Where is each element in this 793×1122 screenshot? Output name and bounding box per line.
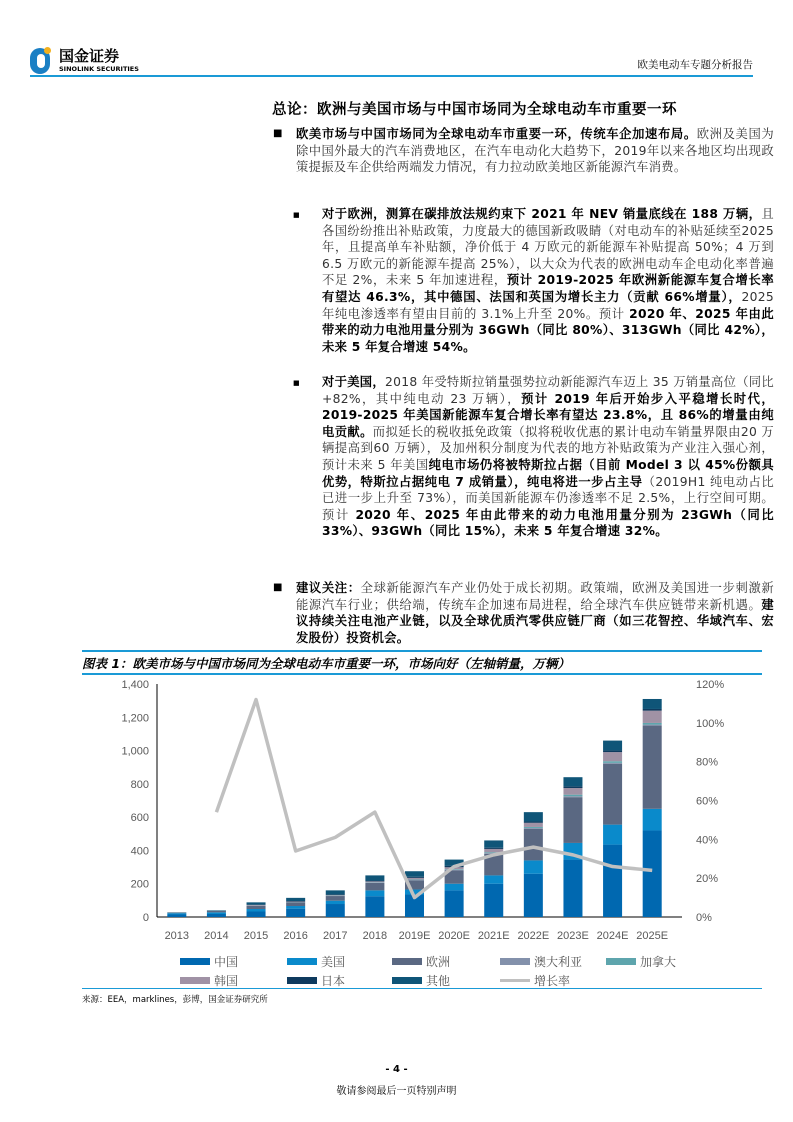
y-tick-label: 200 [130, 878, 149, 891]
bar-segment [365, 875, 384, 880]
y2-tick-label: 40% [696, 834, 719, 847]
text: （2019H1 纯电动占比已进一步上升至 73%），而美国新能源车仍渗透率不足 2.5%，上行空间可期。预计 [322, 474, 774, 522]
y2-tick-label: 100% [696, 717, 725, 730]
bar-segment [286, 902, 305, 906]
bar-segment [484, 875, 503, 883]
legend-swatch-icon [287, 977, 317, 984]
bar-segment [524, 812, 543, 821]
bullet-icon: ■ [273, 128, 283, 139]
bar-segment [326, 894, 345, 895]
x-tick-label: 2017 [323, 930, 348, 942]
legend-label: 欧洲 [426, 955, 451, 969]
text: 欧洲及美国为除中国外最大的汽车消费地区，在汽车电动化大趋势下，2019年以来各地区均出现政策提振及车企供给两端发力情况，有力拉动欧美地区新能源汽车消费。 [296, 127, 774, 175]
y-tick-label: 600 [130, 812, 149, 825]
bar-segment [207, 912, 226, 914]
legend-swatch-icon [180, 958, 210, 965]
bold-text: 欧美市场与中国市场同为全球电动车市重要一环，传统车企加速布局。 [296, 127, 697, 141]
text: 全球新能源汽车产业仍处于成长初期。政策端，欧洲及美国进一步刺激新能源汽车行业；供给端，传统车企加速布局进程，给全球汽车供应链带来新机遇。 [296, 581, 774, 612]
x-tick-label: 2020E [438, 930, 471, 942]
legend-label: 韩国 [214, 974, 239, 988]
bar-segment [603, 763, 622, 764]
bullet-icon: ■ [273, 582, 283, 593]
bold-text: 预计 2019-2025 年欧洲新能源车复合增长率有望达 46.3%，其中德国、法国和英国为增长主力（贡献 66%增量）， [322, 273, 774, 304]
growth-rate-line [216, 700, 652, 898]
bold-text: 2020 年、2025 年由此带来的动力电池用量分别为 36GWh（同比 80%）、313GWh（同比 42%），未来 5 年复合增速 54%。 [322, 306, 775, 354]
bar-segment [445, 884, 464, 891]
bar-segment [326, 901, 345, 904]
bullet-icon: ■ [293, 211, 300, 219]
bar-segment [643, 726, 662, 809]
bar-segment [603, 752, 622, 761]
bar-segment [405, 871, 424, 876]
bar-segment [563, 786, 582, 788]
bold-text: 建议关注： [296, 581, 361, 595]
bar-segment [247, 902, 266, 904]
legend-item [180, 953, 238, 970]
bar-segment [365, 883, 384, 890]
legend-item [287, 953, 345, 970]
page-number: - 4 - [385, 1064, 408, 1075]
bold-text: 2020 年、2025 年由此带来的动力电池用量分别为 23GWh（同比33%）、93GWh（同比 15%），未来 5 年复合增速 32%。 [322, 507, 774, 539]
x-tick-label: 2021E [477, 930, 510, 942]
bar-segment [643, 830, 662, 917]
bar-segment [405, 877, 424, 878]
y-tick-label: 0 [142, 912, 149, 924]
legend-label: 加拿大 [640, 955, 677, 969]
bar-segment [524, 827, 543, 828]
legend-item [606, 953, 676, 970]
bar-segment [603, 764, 622, 825]
x-tick-label: 2015 [243, 930, 269, 942]
legend-item [287, 972, 345, 989]
legend-label: 澳大利亚 [534, 955, 583, 969]
figure-bottom-divider [82, 988, 762, 989]
bar-segment [603, 741, 622, 751]
bold-text: 对于美国， [322, 375, 386, 389]
section-title: 总论：欧洲与美国市场与中国市场同为全球电动车市重要一环 [272, 102, 677, 118]
bar-segment [563, 788, 582, 795]
y-tick-label: 400 [130, 845, 149, 858]
figure-title: 图表 1：欧美市场与中国市场同为全球电动车市重要一环，市场向好（左轴销量，万辆） [82, 656, 571, 671]
bar-segment [286, 898, 305, 901]
bar-segment [643, 709, 662, 711]
text: 且各国纷纷推出补贴政策，力度最大的德国新政吸睛（对电动车的补贴延续至2025 年，且提高单车补贴额，净价低于 4 万欧元的新能源车补贴提高 50%；4 万到 6.5 万欧元的新能源车提高 25%），以大众为代表的欧洲电动车企电动化率普遍不足 2%，未来 5 年加速进程， [322, 207, 774, 288]
legend-swatch-icon [180, 977, 210, 984]
x-tick-label: 2014 [204, 930, 229, 942]
bar-segment [247, 912, 266, 917]
legend-label: 其他 [426, 974, 451, 988]
x-tick-label: 2025E [636, 930, 669, 942]
bar-segment [365, 890, 384, 896]
y2-tick-label: 20% [696, 873, 719, 886]
bar-segment [563, 777, 582, 786]
bar-segment [326, 904, 345, 917]
y-tick-label: 1,400 [121, 679, 149, 691]
y2-tick-label: 80% [696, 756, 719, 769]
x-tick-label: 2013 [164, 930, 190, 942]
bold-text: 对于欧洲，测算在碳排放法规约束下 2021 年 NEV 销量底线在 188 万辆， [322, 207, 762, 221]
legend-swatch-icon [500, 958, 530, 965]
bar-segment [286, 909, 305, 917]
bar-segment [167, 913, 186, 914]
legend-swatch-icon [500, 979, 530, 982]
bar-segment [603, 825, 622, 845]
bar-segment [643, 711, 662, 723]
bar-segment [643, 723, 662, 725]
bar-segment [326, 890, 345, 894]
bar-segment [643, 725, 662, 726]
bar-segment [365, 881, 384, 882]
bar-segment [563, 795, 582, 796]
text: 2018 年受特斯拉销量强势拉动新能源汽车迈上 35 万销量高位（同比+82%，其中纯电动 23 万辆）， [322, 375, 774, 406]
x-tick-label: 2024E [596, 930, 629, 942]
legend-swatch-icon [392, 958, 422, 965]
bar-segment [326, 896, 345, 901]
bold-text: 预计 2019 年后开始步入平稳增长时代，2019-2025 年美国新能源车复合增长率有望达 23.8%，且 86%的增量由纯电贡献。 [322, 391, 774, 439]
text: 而拟延长的税收抵免政策（拟将税收优惠的累计电动车销量界限由20 万辆提高到60 万辆），及加州积分制度为代表的地方补贴政策为产业注入强心剂，预计未来 5 年美国 [322, 424, 774, 472]
bar-segment [247, 909, 266, 911]
bar-segment [484, 848, 503, 849]
bar-segment [484, 884, 503, 917]
bar-segment [484, 849, 503, 852]
y2-tick-label: 120% [696, 679, 725, 691]
text: 2025 年纯电渗透率有望由目前的 3.1%上升至 20%。预计 [322, 289, 774, 321]
bar-segment [524, 829, 543, 861]
bar-segment [247, 906, 266, 909]
legend-item [500, 972, 570, 989]
x-tick-label: 2016 [283, 930, 308, 942]
x-tick-label: 2023E [557, 930, 589, 942]
bar-segment [603, 761, 622, 763]
bar-segment [207, 911, 226, 912]
legend-swatch-icon [287, 958, 317, 965]
legend-label: 日本 [321, 974, 346, 988]
bar-segment [603, 750, 622, 752]
y2-tick-label: 0% [696, 912, 712, 924]
bar-segment [167, 915, 186, 917]
legend-item [180, 972, 238, 989]
bar-segment [365, 881, 384, 882]
bar-segment [524, 823, 543, 827]
bar-segment [207, 914, 226, 917]
bar-segment [524, 821, 543, 822]
bullet-icon: ■ [293, 379, 300, 387]
bold-text: 纯电市场仍将被特斯拉占据（目前 Model 3 以 45%份额具优势，特斯拉占据纯电 7 成销量），纯电将进一步占主导 [322, 457, 774, 489]
bar-segment [484, 840, 503, 847]
logo-en: SINOLINK SECURITIES [59, 65, 139, 73]
disclaimer: 敬请参阅最后一页特别声明 [336, 1086, 457, 1097]
bar-segment [643, 809, 662, 831]
x-tick-label: 2019E [398, 930, 431, 942]
x-tick-label: 2022E [517, 930, 550, 942]
bar-segment [603, 845, 622, 917]
bar-segment [524, 828, 543, 829]
bar-segment [445, 890, 464, 917]
y-tick-label: 800 [130, 778, 149, 791]
legend-item [500, 953, 582, 970]
bar-segment [524, 874, 543, 917]
bar-segment [286, 906, 305, 909]
legend-item [392, 953, 450, 970]
bold-text: 建议持续关注电池产业链，以及全球优质汽零供应链厂商（如三花智控、华域汽车、宏发股份）投资机会。 [296, 597, 774, 645]
legend-label: 美国 [321, 955, 346, 969]
legend-label: 中国 [214, 955, 239, 969]
figure-source: 来源：EEA，marklines，彭博，国金证券研究所 [82, 995, 268, 1005]
legend-label: 增长率 [534, 974, 571, 988]
legend-swatch-icon [606, 958, 636, 965]
bar-segment [524, 860, 543, 873]
bar-segment [563, 860, 582, 917]
x-tick-label: 2018 [362, 930, 388, 942]
legend-item [392, 972, 450, 989]
bar-segment [643, 699, 662, 709]
logo-cn: 国金证券 [59, 47, 120, 65]
report-title: 欧美电动车专题分析报告 [637, 59, 753, 71]
bar-segment [563, 797, 582, 843]
legend-swatch-icon [392, 977, 422, 984]
y2-tick-label: 60% [696, 795, 719, 808]
bar-segment [365, 896, 384, 917]
bar-segment [563, 796, 582, 797]
y-tick-label: 1,000 [121, 745, 149, 758]
y-tick-label: 1,200 [121, 712, 149, 725]
